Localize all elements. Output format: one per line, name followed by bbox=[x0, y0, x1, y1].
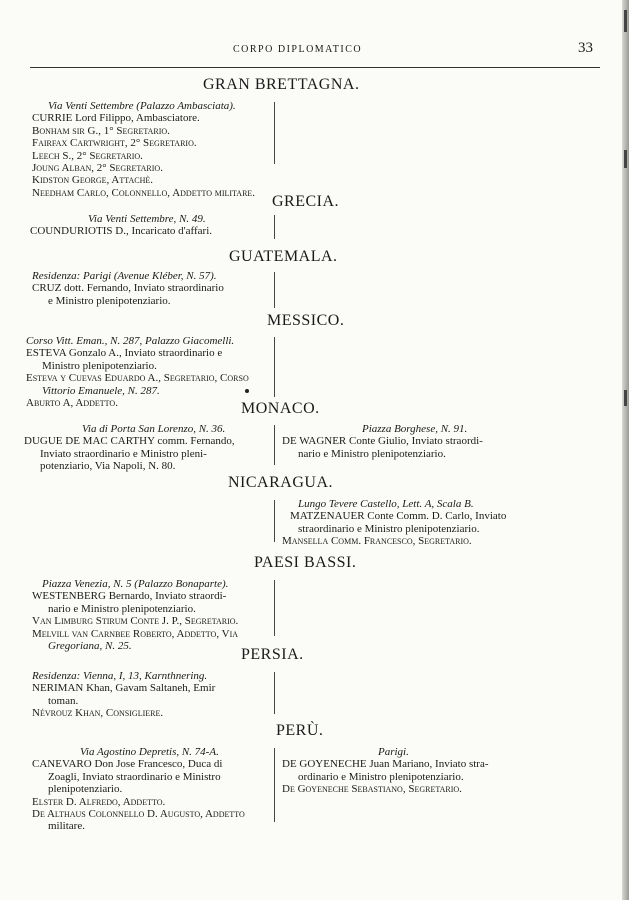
column-divider bbox=[274, 500, 275, 542]
legation-monaco-left bbox=[24, 423, 235, 473]
legation-grecia bbox=[30, 213, 212, 238]
staff-entry: Gregoriana, N. 25. bbox=[48, 640, 132, 653]
ink-dot bbox=[245, 389, 249, 393]
page-edge-mark bbox=[624, 10, 627, 32]
legation-address: Corso Vitt. Eman., N. 287, Palazzo Giacomelli. bbox=[26, 335, 235, 347]
legation-address: Piazza Borghese, N. 91. bbox=[362, 423, 468, 435]
page-number: 33 bbox=[578, 40, 593, 56]
staff-entry: Bonham sir G., 1° Segretario. bbox=[32, 124, 170, 137]
country-heading-persia: PERSIA. bbox=[241, 646, 304, 663]
country-heading-gran-brettagna: GRAN BRETTAGNA. bbox=[203, 76, 360, 93]
legation-address: Residenza: Vienna, I, 13, Karnthnering. bbox=[32, 670, 208, 682]
staff-entry: CANEVARO Don Jose Francesco, Duca di bbox=[32, 758, 223, 771]
legation-address: Via Venti Settembre (Palazzo Ambasciata). bbox=[48, 100, 236, 112]
staff-entry: NERIMAN Khan, Gavam Saltaneh, Emir bbox=[32, 682, 216, 695]
legation-peru-right bbox=[282, 746, 489, 796]
page-edge bbox=[622, 0, 629, 900]
staff-entry: Inviato straordinario e Ministro pleni- bbox=[40, 447, 207, 460]
staff-entry: ordinario e Ministro plenipotenziario. bbox=[298, 770, 464, 783]
column-divider bbox=[274, 215, 275, 239]
page-edge-mark bbox=[624, 150, 627, 168]
staff-entry: Vittorio Emanuele, N. 287. bbox=[42, 384, 160, 397]
column-divider bbox=[274, 425, 275, 465]
staff-entry: WESTENBERG Bernardo, Inviato straordi- bbox=[32, 590, 227, 603]
staff-entry: De Althaus Colonnello D. Augusto, Addetto bbox=[32, 808, 245, 821]
staff-entry: Esteva y Cuevas Eduardo A., Segretario, Corso bbox=[26, 372, 249, 385]
column-divider bbox=[274, 272, 275, 308]
legation-address: Residenza: Parigi (Avenue Kléber, N. 57). bbox=[32, 270, 217, 282]
country-heading-paesi-bassi: PAESI BASSI. bbox=[254, 554, 357, 571]
legation-persia bbox=[32, 670, 215, 720]
country-heading-nicaragua: NICARAGUA. bbox=[228, 474, 333, 491]
staff-entry: Elster D. Alfredo, Addetto. bbox=[32, 795, 166, 808]
column-divider bbox=[274, 672, 275, 714]
staff-entry: nario e Ministro plenipotenziario. bbox=[48, 602, 196, 615]
staff-entry: plenipotenziario. bbox=[48, 783, 123, 796]
legation-gran-brettagna bbox=[32, 100, 255, 199]
country-heading-messico: MESSICO. bbox=[267, 312, 345, 329]
legation-address: Via Agostino Depretis, N. 74-A. bbox=[80, 746, 219, 758]
column-divider bbox=[274, 748, 275, 822]
legation-address: Via di Porta San Lorenzo, N. 36. bbox=[82, 423, 226, 435]
staff-entry: ESTEVA Gonzalo A., Inviato straordinario e bbox=[26, 347, 223, 360]
country-heading-monaco: MONACO. bbox=[241, 400, 320, 417]
staff-entry: Kidston George, Attachè. bbox=[32, 174, 153, 187]
column-divider bbox=[274, 102, 275, 164]
page-edge-mark bbox=[624, 390, 627, 406]
staff-entry: e Ministro plenipotenziario. bbox=[48, 294, 171, 307]
staff-entry: Fairfax Cartwright, 2° Segretario. bbox=[32, 137, 197, 150]
staff-entry: Mansella Comm. Francesco, Segretario. bbox=[282, 535, 472, 548]
staff-entry: potenziario, Via Napoli, N. 80. bbox=[40, 460, 176, 473]
staff-entry: toman. bbox=[48, 694, 79, 707]
staff-entry: Leech S., 2° Segretario. bbox=[32, 149, 143, 162]
staff-entry: Van Limburg Stirum Conte J. P., Segretario. bbox=[32, 615, 239, 628]
staff-entry: militare. bbox=[48, 820, 85, 833]
staff-entry: Needham Carlo, Colonnello, Addetto militare. bbox=[32, 186, 256, 199]
staff-entry: DE WAGNER Conte Giulio, Inviato straordi- bbox=[282, 435, 483, 448]
staff-entry: Melvill van Carnbee Roberto, Addetto, Via bbox=[32, 627, 239, 640]
header-rule bbox=[30, 67, 600, 68]
country-heading-peru: PERÙ. bbox=[276, 722, 324, 739]
staff-entry: DE GOYENECHE Juan Mariano, Inviato stra- bbox=[282, 758, 489, 771]
staff-entry: De Goyeneche Sebastiano, Segretario. bbox=[282, 783, 462, 796]
staff-entry: Aburto A, Addetto. bbox=[26, 397, 118, 410]
staff-entry: MATZENAUER Conte Comm. D. Carlo, Inviato bbox=[290, 510, 507, 523]
staff-entry: COUNDURIOTIS D., Incaricato d'affari. bbox=[30, 225, 213, 238]
staff-entry: CRUZ dott. Fernando, Inviato straordinario bbox=[32, 282, 224, 295]
country-heading-grecia: GRECIA. bbox=[272, 193, 340, 210]
staff-entry: nario e Ministro plenipotenziario. bbox=[298, 447, 446, 460]
running-header: CORPO DIPLOMATICO bbox=[233, 44, 363, 55]
legation-peru-left bbox=[32, 746, 245, 833]
legation-monaco-right bbox=[282, 423, 483, 460]
country-heading-guatemala: GUATEMALA. bbox=[229, 248, 338, 265]
legation-address: Via Venti Settembre, N. 49. bbox=[88, 213, 206, 225]
legation-paesi-bassi bbox=[32, 578, 238, 652]
legation-nicaragua bbox=[282, 498, 506, 548]
staff-entry: Joung Alban, 2° Segretario. bbox=[32, 162, 163, 175]
legation-address: Parigi. bbox=[378, 746, 409, 758]
column-divider bbox=[274, 337, 275, 397]
legation-guatemala bbox=[32, 270, 224, 307]
column-divider bbox=[274, 580, 275, 636]
staff-entry: Névrouz Khan, Consigliere. bbox=[32, 707, 164, 720]
staff-entry: CURRIE Lord Filippo, Ambasciatore. bbox=[32, 112, 200, 125]
legation-messico bbox=[26, 335, 249, 409]
staff-entry: straordinario e Ministro plenipotenziario. bbox=[298, 522, 480, 535]
legation-address: Lungo Tevere Castello, Lett. A, Scala B. bbox=[298, 498, 474, 510]
legation-address: Piazza Venezia, N. 5 (Palazzo Bonaparte). bbox=[42, 578, 229, 590]
staff-entry: Zoagli, Inviato straordinario e Ministro bbox=[48, 770, 221, 783]
staff-entry: DUGUE DE MAC CARTHY comm. Fernando, bbox=[24, 435, 235, 448]
staff-entry: Ministro plenipotenziario. bbox=[42, 359, 157, 372]
